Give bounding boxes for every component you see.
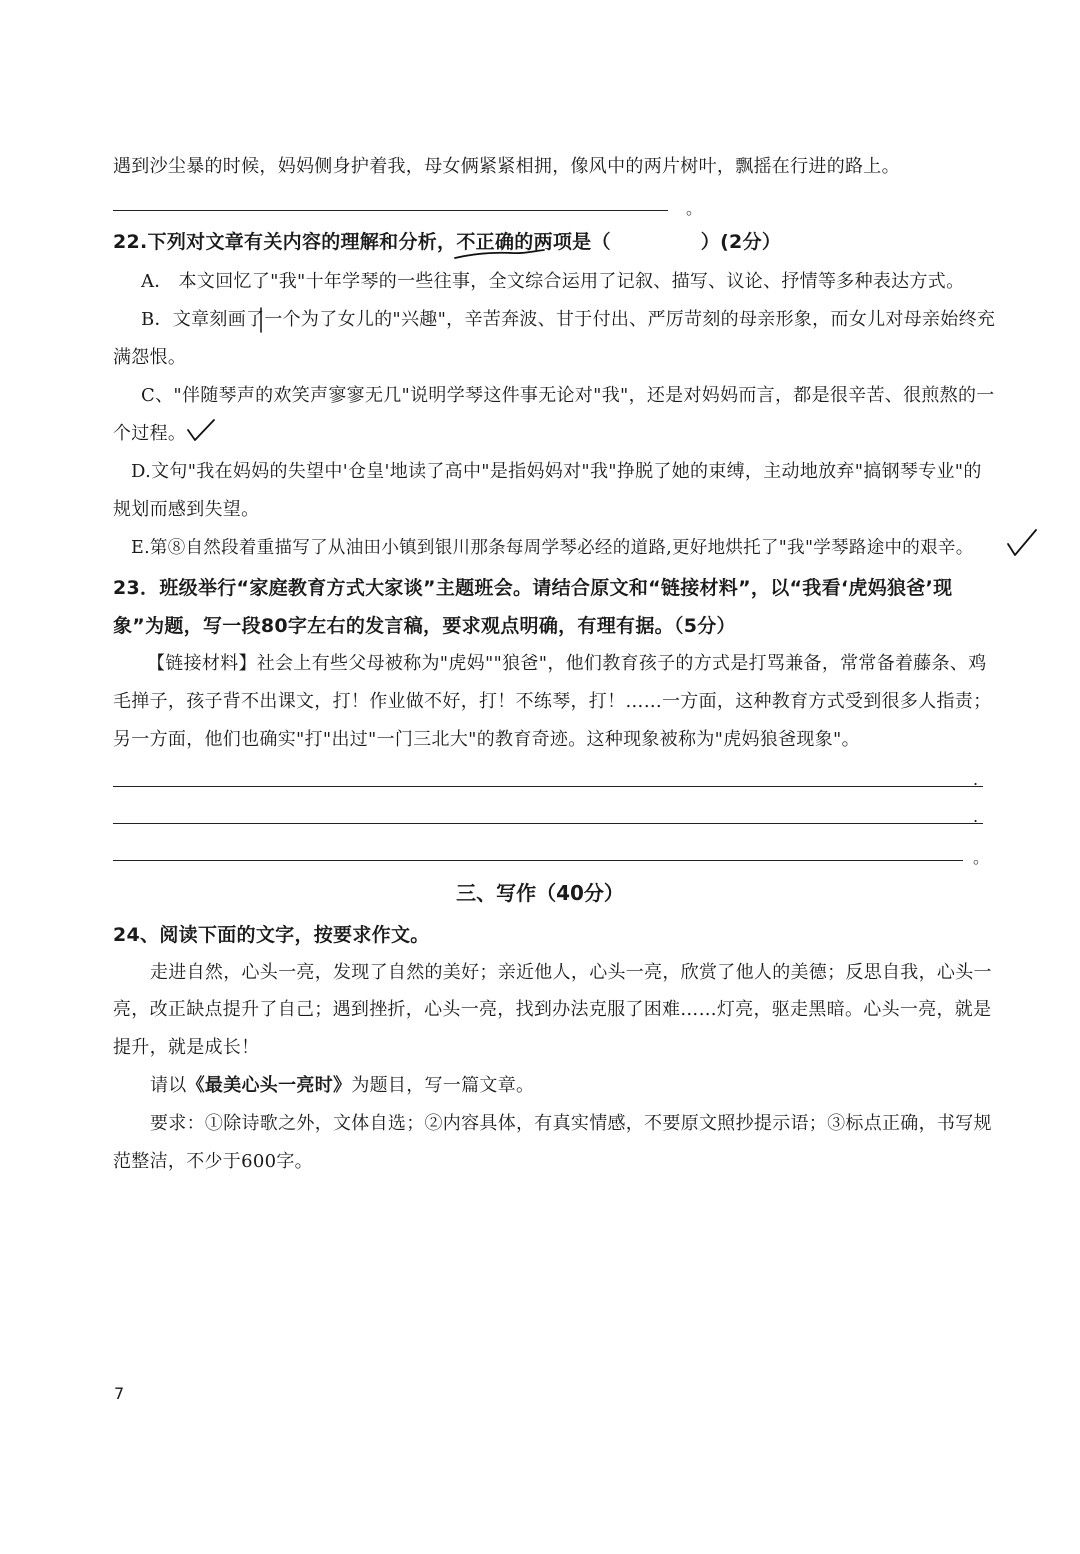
answer-line-23-3[interactable]	[113, 860, 963, 861]
prompt-title-line	[150, 1074, 534, 1098]
prompt-line-3: 提升，就是成长！	[113, 1037, 260, 1058]
blank-end-mark: 。	[686, 199, 703, 218]
prompt-line-2: 亮，改正缺点提升了自己；遇到挫折，心头一亮，找到办法克服了困难……灯亮，驱走黑暗。心头一亮，就是	[113, 999, 992, 1020]
question-22-prefix: 22.下列对文章有关内容的理解和分析，	[113, 231, 457, 253]
option-d-line-1: D.文句"我在妈妈的失望中'仓皇'地读了高中"是指妈妈对"我"挣脱了她的束缚，主动地放弃"搞钢琴专业"的	[131, 461, 982, 482]
option-e: E.第⑧自然段着重描写了从油田小镇到银川那条每周学琴必经的道路,更好地烘托了"我"学琴路途中的艰辛。	[131, 538, 974, 558]
option-c-line-1: C、"伴随琴声的欢笑声寥寥无几"说明学琴这件事无论对"我"，还是对妈妈而言，都是很辛苦、很煎熬的一	[141, 385, 995, 406]
essay-title: 《最美心头一亮时》	[186, 1075, 352, 1096]
requirements-line-2: 范整洁，不少于600字。	[113, 1151, 313, 1172]
question-23-line-2: 象”为题，写一段80字左右的发言稿，要求观点明确，有理有据。（5分）	[113, 615, 736, 637]
section-title-writing: 三、写作（40分）	[456, 881, 624, 905]
text-line-1: 遇到沙尘暴的时候，妈妈侧身护着我，母女俩紧紧相拥，像风中的两片树叶，飘摇在行进的路上。	[113, 156, 900, 177]
question-22-suffix: ）(2分）	[700, 231, 782, 253]
handwritten-checkmark-e	[1006, 528, 1038, 558]
question-24-stem: 24、阅读下面的文字，按要求作文。	[113, 924, 430, 946]
answer-line-23-1[interactable]	[113, 786, 983, 787]
option-a: A． 本文回忆了"我"十年学琴的一些往事，全文综合运用了记叙、描写、议论、抒情等多种表达方式。	[141, 271, 965, 292]
option-b-line-1: B．文章刻画了一个为了女儿的"兴趣"，辛苦奔波、甘于付出、严厉苛刻的母亲形象，而女儿对母亲始终充	[141, 309, 996, 330]
option-b-line-2: 满怨恨。	[113, 347, 187, 368]
question-22-mid: 两项是（	[533, 231, 611, 253]
link-material-line-3: 另一方面，他们也确实"打"出过"一门三北大"的教育奇迹。这种现象被称为"虎妈狼爸现象"。	[113, 729, 860, 750]
option-d-line-2: 规划而感到失望。	[113, 499, 260, 520]
answer-blank-21[interactable]	[113, 210, 668, 211]
link-material-line-2: 毛掸子，孩子背不出课文，打！作业做不好，打！不练琴，打！……一方面，这种教育方式受到很多人指责；	[113, 691, 992, 712]
prompt-title-pre: 请以	[150, 1075, 187, 1096]
question-23-line-1: 23．班级举行“家庭教育方式大家谈”主题班会。请结合原文和“链接材料”，以“我看‘虎妈狼爸’现	[113, 577, 953, 599]
answer-line-end-3: 。	[973, 848, 990, 867]
option-c-line-2: 个过程。	[113, 423, 187, 444]
handwritten-underline-mark	[452, 249, 547, 261]
prompt-line-1: 走进自然，心头一亮，发现了自然的美好；亲近他人，心头一亮，欣赏了他人的美德；反思自我，心头一	[150, 962, 992, 983]
page-number: 7	[114, 1384, 125, 1403]
prompt-title-post: 为题目，写一篇文章。	[351, 1075, 535, 1096]
handwritten-checkmark-c	[186, 418, 216, 444]
question-22-stem	[113, 230, 781, 254]
answer-line-23-2[interactable]	[113, 823, 983, 824]
requirements-line-1: 要求：①除诗歌之外，文体自选；②内容具体，有真实情感，不要原文照抄提示语；③标点正确，书写规	[150, 1113, 992, 1134]
link-material-line-1: 【链接材料】社会上有些父母被称为"虎妈""狼爸"，他们教育孩子的方式是打骂兼备，常常备着藤条、鸡	[147, 653, 987, 674]
answer-line-dot-1: .	[973, 770, 979, 789]
question-22-emphasis: 不正确的	[456, 231, 534, 253]
handwritten-insert-mark	[258, 306, 264, 334]
answer-line-dot-2: .	[973, 807, 979, 826]
